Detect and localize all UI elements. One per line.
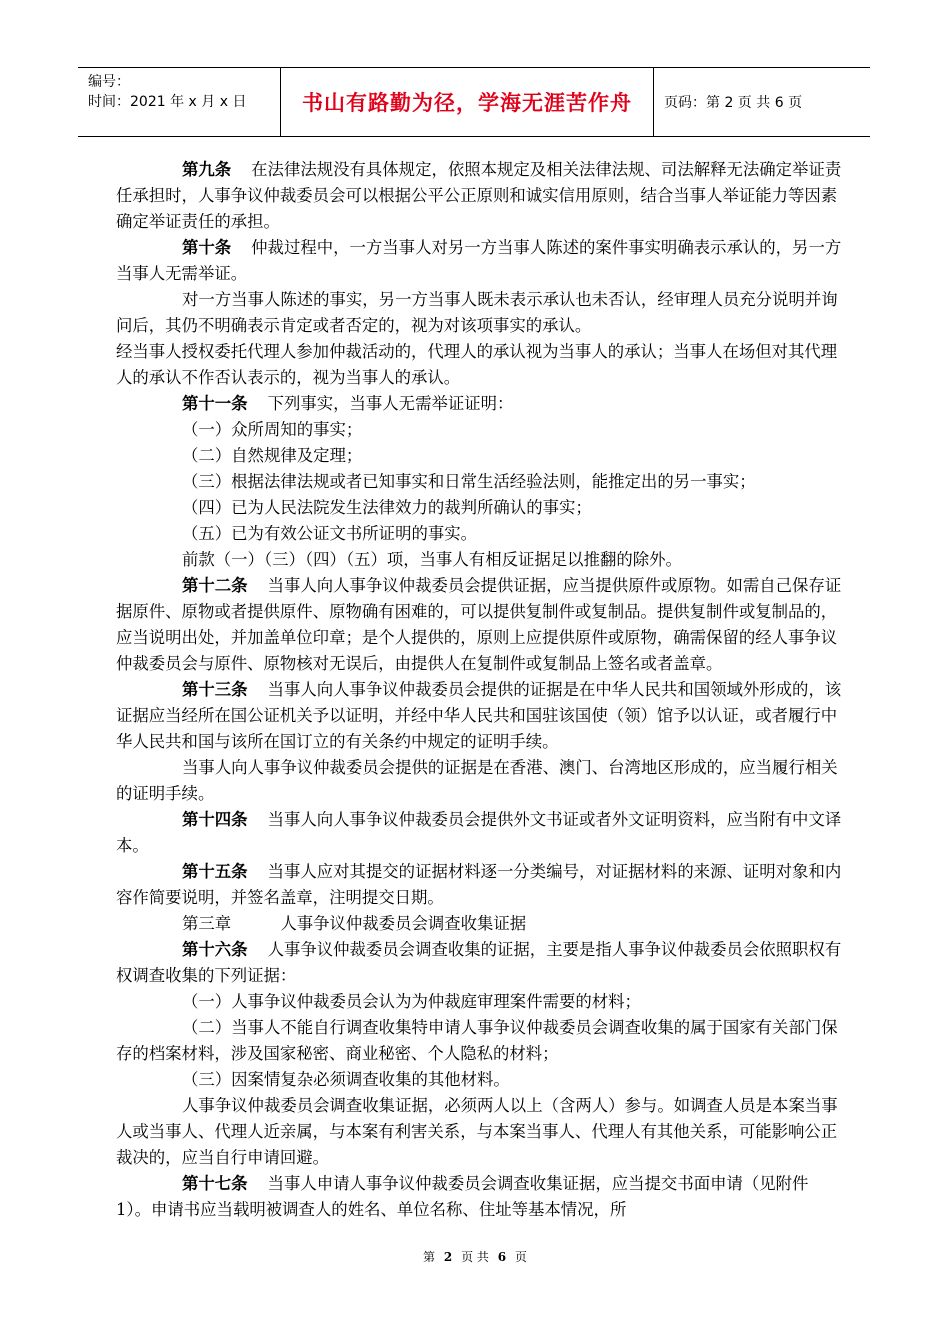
paragraph: [116, 1093, 846, 1171]
paragraph-text: 下列事实，当事人无需举证证明：: [267, 394, 514, 413]
article-heading: 第十一条: [182, 394, 248, 413]
paragraph: [116, 417, 846, 443]
paragraph-text: 当事人向人事争议仲裁委员会提供外文书证或者外文证明资料，应当附有中文译本。: [116, 810, 842, 855]
paragraph: [116, 911, 846, 937]
paragraph: [116, 859, 846, 911]
article-heading: 第十四条: [182, 810, 248, 829]
header-meta: [78, 68, 280, 136]
paragraph: [116, 495, 846, 521]
paragraph-text: 在法律法规没有具体规定，依照本规定及相关法律法规、司法解释无法确定举证责任承担时，人事争议仲裁委员会可以根据公平公正原则和诚实信用原则，结合当事人举证能力等因素确定举证责任的承担。: [116, 160, 842, 231]
paragraph-text: 经当事人授权委托代理人参加仲裁活动的，代理人的承认视为当事人的承认；当事人在场但对其代理人的承认不作否认表示的，视为当事人的承认。: [116, 342, 838, 387]
paragraph-text: 人事争议仲裁委员会调查收集的证据，主要是指人事争议仲裁委员会依照职权有权调查收集的下列证据：: [116, 940, 842, 985]
paragraph: [116, 287, 846, 339]
doc-number-label: 编号：: [88, 74, 130, 90]
paragraph: [116, 235, 846, 287]
header-page-info: 页码：第 2 页 共 6 页: [664, 95, 803, 111]
article-heading: 第十五条: [182, 862, 248, 881]
paragraph: [116, 521, 846, 547]
header-table: [78, 67, 870, 137]
article-heading: 第十七条: [182, 1174, 248, 1193]
article-heading: 第十三条: [182, 680, 248, 699]
footer-page-number: 2: [443, 1250, 453, 1264]
footer-post: 页: [514, 1250, 527, 1264]
paragraph: [116, 469, 846, 495]
paragraph: [116, 937, 846, 989]
page-footer: [0, 1248, 950, 1265]
paragraph-text: 对一方当事人陈述的事实，另一方当事人既未表示承认也未否认，经审理人员充分说明并询问后，其仍不明确表示肯定或者否定的，视为对该项事实的承认。: [116, 290, 838, 335]
paragraph: [116, 1067, 846, 1093]
paragraph: [116, 547, 846, 573]
paragraph-text: 当事人向人事争议仲裁委员会提供证据，应当提供原件或原物。如需自己保存证据原件、原物或者提供原件、原物确有困难的，可以提供复制件或复制品。提供复制件或复制品的，应当说明出处，并加盖单位印章；是个人提供的，原则上应提供原件或原物，确需保留的经人事争议仲裁委员会与原件、原物核对无误后，由提供人在复制件或复制品上签名或者盖章。: [116, 576, 842, 673]
paragraph-text: （二）当事人不能自行调查收集特申请人事争议仲裁委员会调查收集的属于国家有关部门保存的档案材料，涉及国家秘密、商业秘密、个人隐私的材料；: [116, 1018, 838, 1063]
footer-pre: 第: [423, 1250, 436, 1264]
article-heading: 第十条: [182, 238, 232, 257]
paragraph: [116, 443, 846, 469]
paragraph-text: 当事人向人事争议仲裁委员会提供的证据是在中华人民共和国领域外形成的，该证据应当经所在国公证机关予以证明，并经中华人民共和国驻该国使（领）馆予以认证，或者履行中华人民共和国与该所在国订立的有关条约中规定的证明手续。: [116, 680, 842, 751]
header-motto: 书山有路勤为径，学海无涯苦作舟: [302, 91, 632, 115]
paragraph: [116, 339, 846, 391]
paragraph: [116, 677, 846, 755]
paragraph-text: 前款（一）（三）（四）（五）项，当事人有相反证据足以推翻的除外。: [182, 550, 682, 569]
doc-date: 时间：2021 年 x 月 x 日: [88, 94, 247, 110]
paragraph-text: （四）已为人民法院发生法律效力的裁判所确认的事实；: [182, 498, 592, 517]
paragraph: [116, 157, 846, 235]
paragraph: [116, 807, 846, 859]
paragraph-text: （三）因案情复杂必须调查收集的其他材料。: [182, 1070, 510, 1089]
paragraph-text: 人事争议仲裁委员会调查收集证据，必须两人以上（含两人）参与。如调查人员是本案当事人或当事人、代理人近亲属，与本案有利害关系，与本案当事人、代理人有其他关系，可能影响公正裁决的，应当自行申请回避。: [116, 1096, 838, 1167]
header-motto-cell: [280, 68, 654, 136]
paragraph-text: （一）人事争议仲裁委员会认为为仲裁庭审理案件需要的材料；: [182, 992, 641, 1011]
paragraph: [116, 1015, 846, 1067]
paragraph: [116, 391, 846, 417]
paragraph-text: 当事人应对其提交的证据材料逐一分类编号，对证据材料的来源、证明对象和内容作简要说明，并签名盖章，注明提交日期。: [116, 862, 842, 907]
paragraph-text: 仲裁过程中，一方当事人对另一方当事人陈述的案件事实明确表示承认的，另一方当事人无需举证。: [116, 238, 842, 283]
article-heading: 第十六条: [182, 940, 248, 959]
footer-total-pages: 6: [497, 1250, 507, 1264]
article-heading: 第九条: [182, 160, 232, 179]
paragraph-text: 当事人申请人事争议仲裁委员会调查收集证据，应当提交书面申请（见附件 1）。申请书应当载明被调查人的姓名、单位名称、住址等基本情况，所: [116, 1174, 809, 1219]
paragraph-text: 第三章 人事争议仲裁委员会调查收集证据: [182, 914, 527, 933]
paragraph-text: 当事人向人事争议仲裁委员会提供的证据是在香港、澳门、台湾地区形成的，应当履行相关的证明手续。: [116, 758, 838, 803]
document-body: [116, 157, 846, 1223]
paragraph: [116, 1171, 846, 1223]
paragraph-text: （五）已为有效公证文书所证明的事实。: [182, 524, 478, 543]
paragraph-text: （一）众所周知的事实；: [182, 420, 363, 439]
paragraph: [116, 989, 846, 1015]
paragraph-text: （二）自然规律及定理；: [182, 446, 363, 465]
footer-mid: 页 共: [461, 1250, 489, 1264]
paragraph: [116, 755, 846, 807]
article-heading: 第十二条: [182, 576, 248, 595]
paragraph: [116, 573, 846, 677]
paragraph-text: （三）根据法律法规或者已知事实和日常生活经验法则，能推定出的另一事实；: [182, 472, 756, 491]
